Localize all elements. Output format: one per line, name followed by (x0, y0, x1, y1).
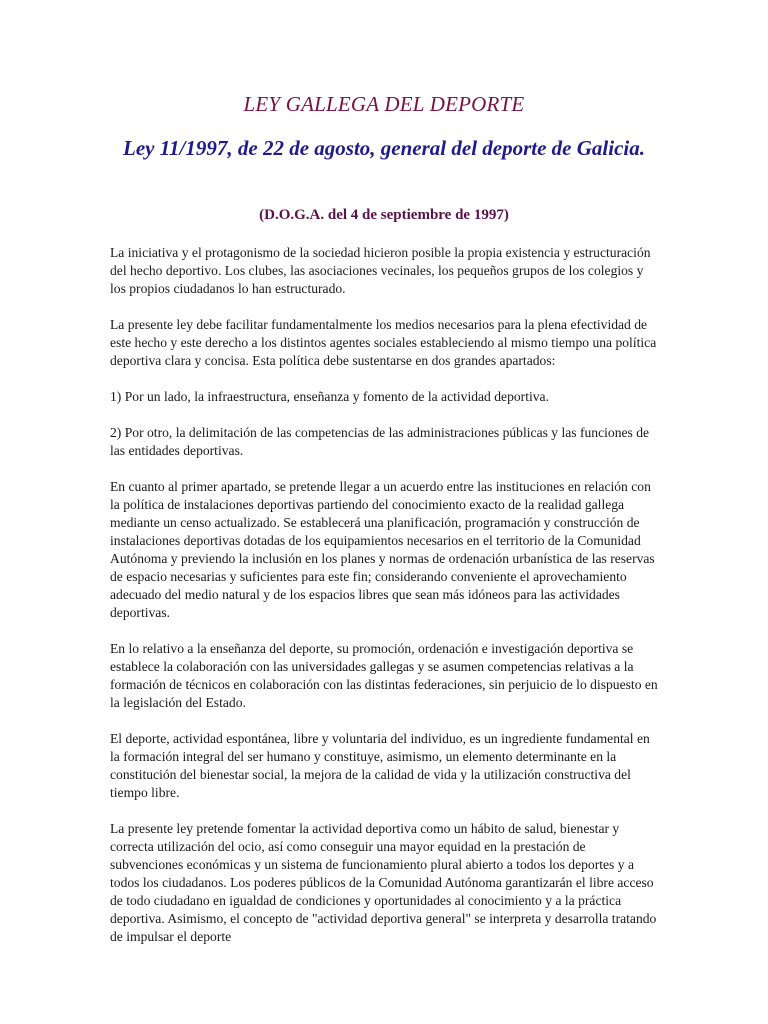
document-subtitle: Ley 11/1997, de 22 de agosto, general del deporte de Galicia. (123, 136, 645, 160)
paragraph: En lo relativo a la enseñanza del deporte, su promoción, ordenación e investigación deportiva se establece la colaboración con las universidades gallegas y se asumen competencias relativas a la formación de técnicos en colaboración con las distintas federaciones, sin perjuicio de lo dispuesto en la legislación del Estado. (110, 641, 658, 710)
paragraph: En cuanto al primer apartado, se pretende llegar a un acuerdo entre las instituciones en relación con la política de instalaciones deportivas partiendo del conocimiento exacto de la realidad gallega mediante un censo actualizado. Se establecerá una planificación, programación y construcción de instalaciones deportivas dotadas de los equipamientos necesarios en el territorio de la Comunidad Autónoma y previendo la inclusión en los planes y normas de ordenación urbanística de las reservas de espacio necesarias y suficientes para este fin; considerando conveniente el aprovechamiento adecuado del medio natural y de los espacios libres que sean más idóneos para las actividades deportivas. (110, 479, 655, 620)
paragraph: 2) Por otro, la delimitación de las competencias de las administraciones públicas y las funciones de las entidades deportivas. (110, 425, 650, 458)
paragraph: La iniciativa y el protagonismo de la sociedad hicieron posible la propia existencia y estructuración del hecho deportivo. Los clubes, las asociaciones vecinales, los pequeños grupos de los colegios y los propios ciudadanos lo han estructurado. (110, 245, 651, 296)
paragraph: El deporte, actividad espontánea, libre y voluntaria del individuo, es un ingrediente fundamental en la formación integral del ser humano y constituye, asimismo, un elemento determinante en la constitución del bienestar social, la mejora de la calidad de vida y la utilización constructiva del tiempo libre. (110, 731, 650, 800)
document-body (110, 244, 660, 964)
paragraph: 1) Por un lado, la infraestructura, enseñanza y fomento de la actividad deportiva. (110, 389, 549, 404)
publication-source: (D.O.G.A. del 4 de septiembre de 1997) (259, 207, 509, 223)
paragraph: La presente ley pretende fomentar la actividad deportiva como un hábito de salud, bienestar y correcta utilización del ocio, así como conseguir una mayor equidad en la prestación de subvenciones económicas y un sistema de funcionamiento plural abierto a todos los deportes y a todos los ciudadanos. Los poderes públicos de la Comunidad Autónoma garantizarán el libre acceso de todo ciudadano en igualdad de condiciones y oportunidades al conocimiento y a la práctica deportiva. Asimismo, el concepto de "actividad deportiva general" se interpreta y desarrolla tratando de impulsar el deporte (110, 821, 657, 944)
paragraph: La presente ley debe facilitar fundamentalmente los medios necesarios para la plena efectividad de este hecho y este derecho a los distintos agentes sociales estableciendo al mismo tiempo una política deportiva clara y concisa. Esta política debe sustentarse en dos grandes apartados: (110, 317, 657, 368)
document-title: LEY GALLEGA DEL DEPORTE (243, 92, 525, 116)
